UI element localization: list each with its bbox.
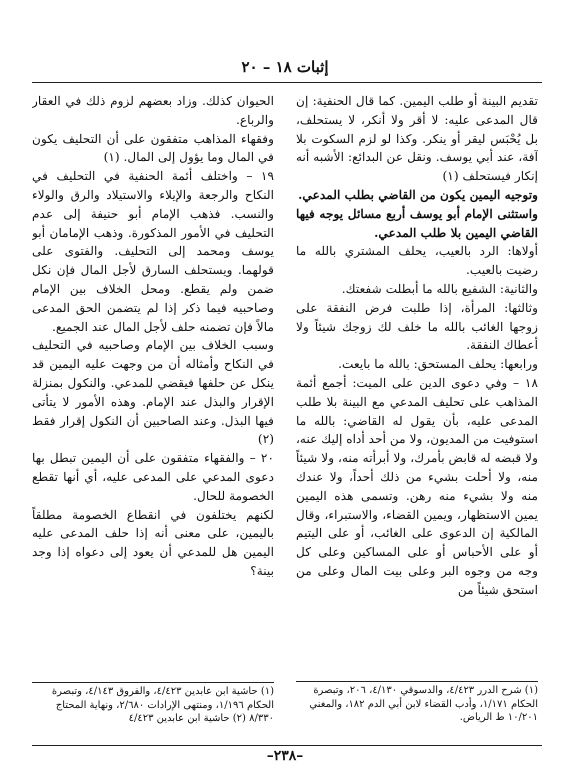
paragraph: ١٩ – واختلف أئمة الحنفية في التحليف في النكاح والرجعة والإيلاء والاستيلاد والرق والولاء والنسب. فذهب الإمام أبو حنيفة إلى عدم التحليف في الأمور المذكورة. وذهب الإمامان أبو يوسف ومحمد إلى التحليف. والفتوى على قولهما. ويستحلف السارق لأجل المال فإن نكل ضمن ولم يقطع. ومحل الخلاف بين الإمام وصاحبيه فيما ذكر إذا لم يتضمن الحق المدعى مالاً فإن تضمنه حلف لأجل المال عند الجميع. [32, 169, 274, 334]
paragraph: وسبب الخلاف بين الإمام وصاحبيه في التحليف في النكاح وأمثاله أن من وجهت عليه اليمين قد ينكل عن حلفها فيقضي للمدعي. والنكول بمنزلة الإقرار والبذل عند الإمام. وهذه الأمور لا يتأتى فيها البذل. وعند الصاحبين أن النكول إقرار فقط (٢) [32, 338, 274, 447]
footnote-rule [32, 682, 274, 683]
paragraph: وتوجيه اليمين يكون من القاضي بطلب المدعي. [298, 187, 538, 202]
paragraph: والثانية: الشفيع بالله ما أبطلت شفعتك. [341, 281, 538, 296]
paragraph: ٢٠ – والفقهاء متفقون على أن اليمين تبطل بها دعوى المدعي على المدعى عليه، أي أنها تقطع الخصومة للحال. [32, 451, 274, 503]
paragraph: وفقهاء المذاهب متفقون على أن التحليف يكون في المال وما يؤول إلى المال. (١) [32, 131, 274, 165]
paragraph: أولاها: الرد بالعيب، يحلف المشتري بالله ما رضيت بالعيب. [296, 244, 538, 278]
footer-rule [32, 745, 542, 746]
footnote-rule [296, 681, 538, 682]
paragraph: واستثنى الإمام أبو يوسف أربع مسائل يوجه فيها القاضي اليمين بلا طلب المدعي. [296, 206, 538, 240]
running-header: إثبات ١٨ – ٢٠ [241, 58, 329, 76]
page-number: –٢٣٨– [266, 748, 304, 764]
header-rule [32, 82, 542, 83]
footnotes-left: (١) حاشية ابن عابدين ٤/٤٢٣، والفروق ٤/١٤٣، وتبصرة الحكام ١/١٩٦، ومنتهى الإرادات ٢/٦٨٠، ونهاية المحتاج ٨/٣٣٠ (٢) حاشية ابن عابدين ٤/٤٢٣ [51, 686, 274, 724]
paragraph: تقديم البينة أو طلب اليمين. كما قال الحنفية: إن قال المدعى عليه: لا أقر ولا أنكر، لا يستحلف، بل يُحْبَس ليقر أو ينكر. وكذا لو لزم السكوت بلا آفة، عند أبي يوسف. ونقل عن البدائع: الأشبه أنه إنكار فيستحلف (١) [296, 94, 538, 184]
paragraph: لكنهم يختلفون في انقطاع الخصومة مطلقاً باليمين، على معنى أنه إذا حلف المدعى عليه اليمين هل للمدعي أن يعود إلى دعواه إذا وجد بينة؟ [32, 507, 274, 578]
left-column [32, 92, 274, 627]
right-column [296, 92, 538, 627]
paragraph: وثالثها: المرأة، إذا طلبت فرض النفقة على زوجها الغائب بالله ما خلف لك زوجك شيئاً ولا أعطاك النفقة. [296, 300, 538, 353]
paragraph: ١٨ – وفي دعوى الدين على الميت: أجمع أئمة المذاهب على تحليف المدعي مع البينة بلا طلب المدعى عليه، بأن يقول له القاضي: بالله ما استوفيت من المديون، ولا من أحد أداه إليك عنه، ولا قبضه له قابض بأمرك، ولا أبرأته منه، ولا شيئاً منه، ولا أحلت بشيء من ذلك أحداً، ولا عندك منه ولا بشيء منه رهن. وتسمى هذه اليمين يمين الاستظهار، ويمين القضاء، والاستبراء، وقال المالكية إن الدعوى على الغائب، أو على اليتيم أو على الأحباس أو على المساكين وعلى كل وجه من وجوه البر وعلى بيت المال وعلى من استحق شيئاً من [296, 375, 538, 597]
paragraph: الحيوان كذلك. وزاد بعضهم لزوم ذلك في العقار والرباع. [32, 94, 274, 127]
footnotes-right: (١) شرح الدرر ٤/٤٢٣، والدسوقي ٤/١٣٠، ٢٠٦، وتبصرة الحكام ١/١٧١، وأدب القضاء لابن أبي الدم ١٨٢، والمغني ١٠/٢٠١ ط الرياض. [309, 685, 538, 723]
paragraph: ورابعها: يحلف المستحق: بالله ما بايعت. [338, 357, 538, 372]
